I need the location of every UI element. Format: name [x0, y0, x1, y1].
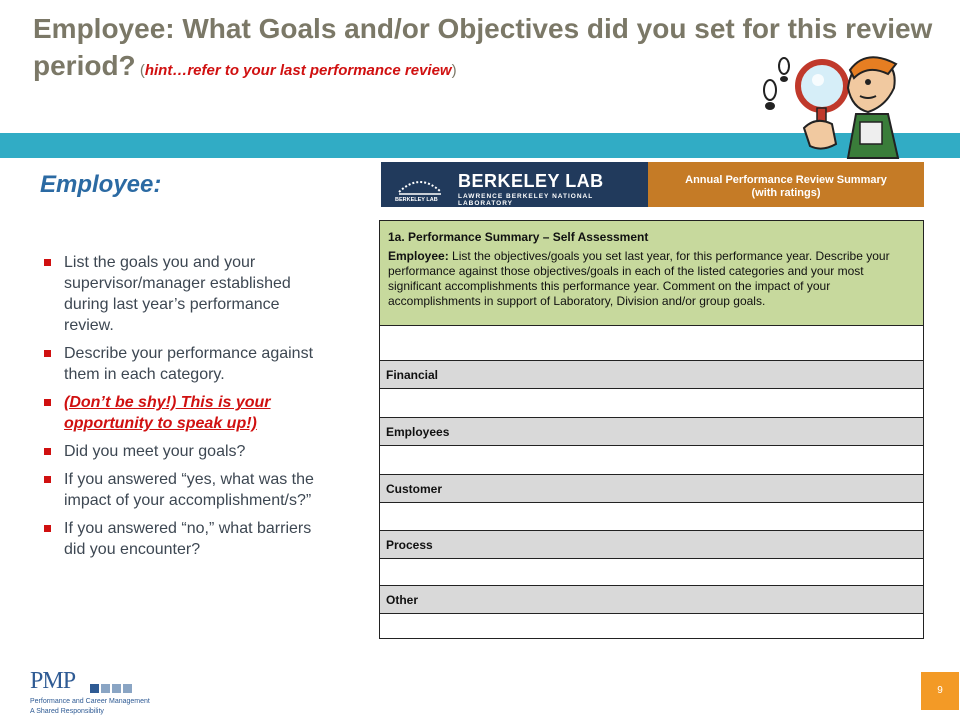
section-header — [380, 221, 923, 326]
title-main: Employee: What Goals and/or Objectives did you set for this review period? — [33, 13, 933, 81]
pmp-tagline-1: Performance and Career Management — [30, 698, 150, 705]
instruction-list — [44, 252, 324, 567]
list-item: Did you meet your goals? — [44, 441, 324, 462]
list-item: Describe your performance against them in each category. — [44, 343, 324, 385]
section-instructions: Employee: List the objectives/goals you set last year, for this performance year. Describe your performance against those objectives/goals in each of the listed categories and your most significant accomplishments this performance year. Comment on the impact of your accomplishments in support of Laboratory, Division and/or group goals. — [388, 249, 890, 308]
bullet-square-icon — [44, 259, 51, 266]
page-number-badge: 9 — [921, 672, 959, 710]
response-field[interactable] — [380, 503, 923, 531]
berkeley-lab-banner — [381, 162, 924, 207]
brand-name: BERKELEY LAB — [458, 171, 604, 191]
self-assessment-form — [379, 220, 924, 639]
footprint-icon — [764, 58, 789, 110]
title-hint: (hint…refer to your last performance review) — [135, 62, 457, 79]
response-field[interactable] — [380, 446, 923, 475]
list-item: List the goals you and your supervisor/manager established during last year’s performance review. — [44, 252, 324, 336]
brand-subtitle: LAWRENCE BERKELEY NATIONAL LABORATORY — [458, 193, 594, 207]
list-item: If you answered “yes, what was the impact of your accomplishment/s?” — [44, 469, 324, 511]
pmp-logo — [30, 668, 150, 718]
bullet-square-icon — [44, 448, 51, 455]
bullet-square-icon — [44, 350, 51, 357]
pmp-logo-text: PMP — [30, 668, 76, 694]
pmp-bars-icon — [90, 684, 132, 693]
category-process: Process — [380, 531, 923, 559]
category-employees: Employees — [380, 418, 923, 446]
banner-summary-title: Annual Performance Review Summary (with ratings) — [648, 162, 924, 207]
employee-heading: Employee: — [40, 171, 162, 198]
bullet-square-icon — [44, 476, 51, 483]
lab-dome-icon — [395, 170, 445, 200]
pmp-tagline-2: A Shared Responsibility — [30, 708, 104, 715]
detective-magnifier-icon — [756, 48, 906, 160]
category-other: Other — [380, 586, 923, 614]
response-field[interactable] — [380, 559, 923, 586]
logo-caption: BERKELEY LAB — [395, 197, 438, 203]
response-field[interactable] — [380, 389, 923, 418]
response-field[interactable] — [380, 614, 923, 639]
list-item: (Don’t be shy!) This is your opportunity to speak up!) — [44, 392, 324, 434]
bullet-square-icon — [44, 525, 51, 532]
response-field[interactable] — [380, 326, 923, 361]
berkeley-lab-logo — [381, 162, 648, 207]
category-financial: Financial — [380, 361, 923, 389]
category-customer: Customer — [380, 475, 923, 503]
list-item: If you answered “no,” what barriers did you encounter? — [44, 518, 324, 560]
section-heading: 1a. Performance Summary – Self Assessment — [388, 230, 649, 244]
bullet-square-icon — [44, 399, 51, 406]
